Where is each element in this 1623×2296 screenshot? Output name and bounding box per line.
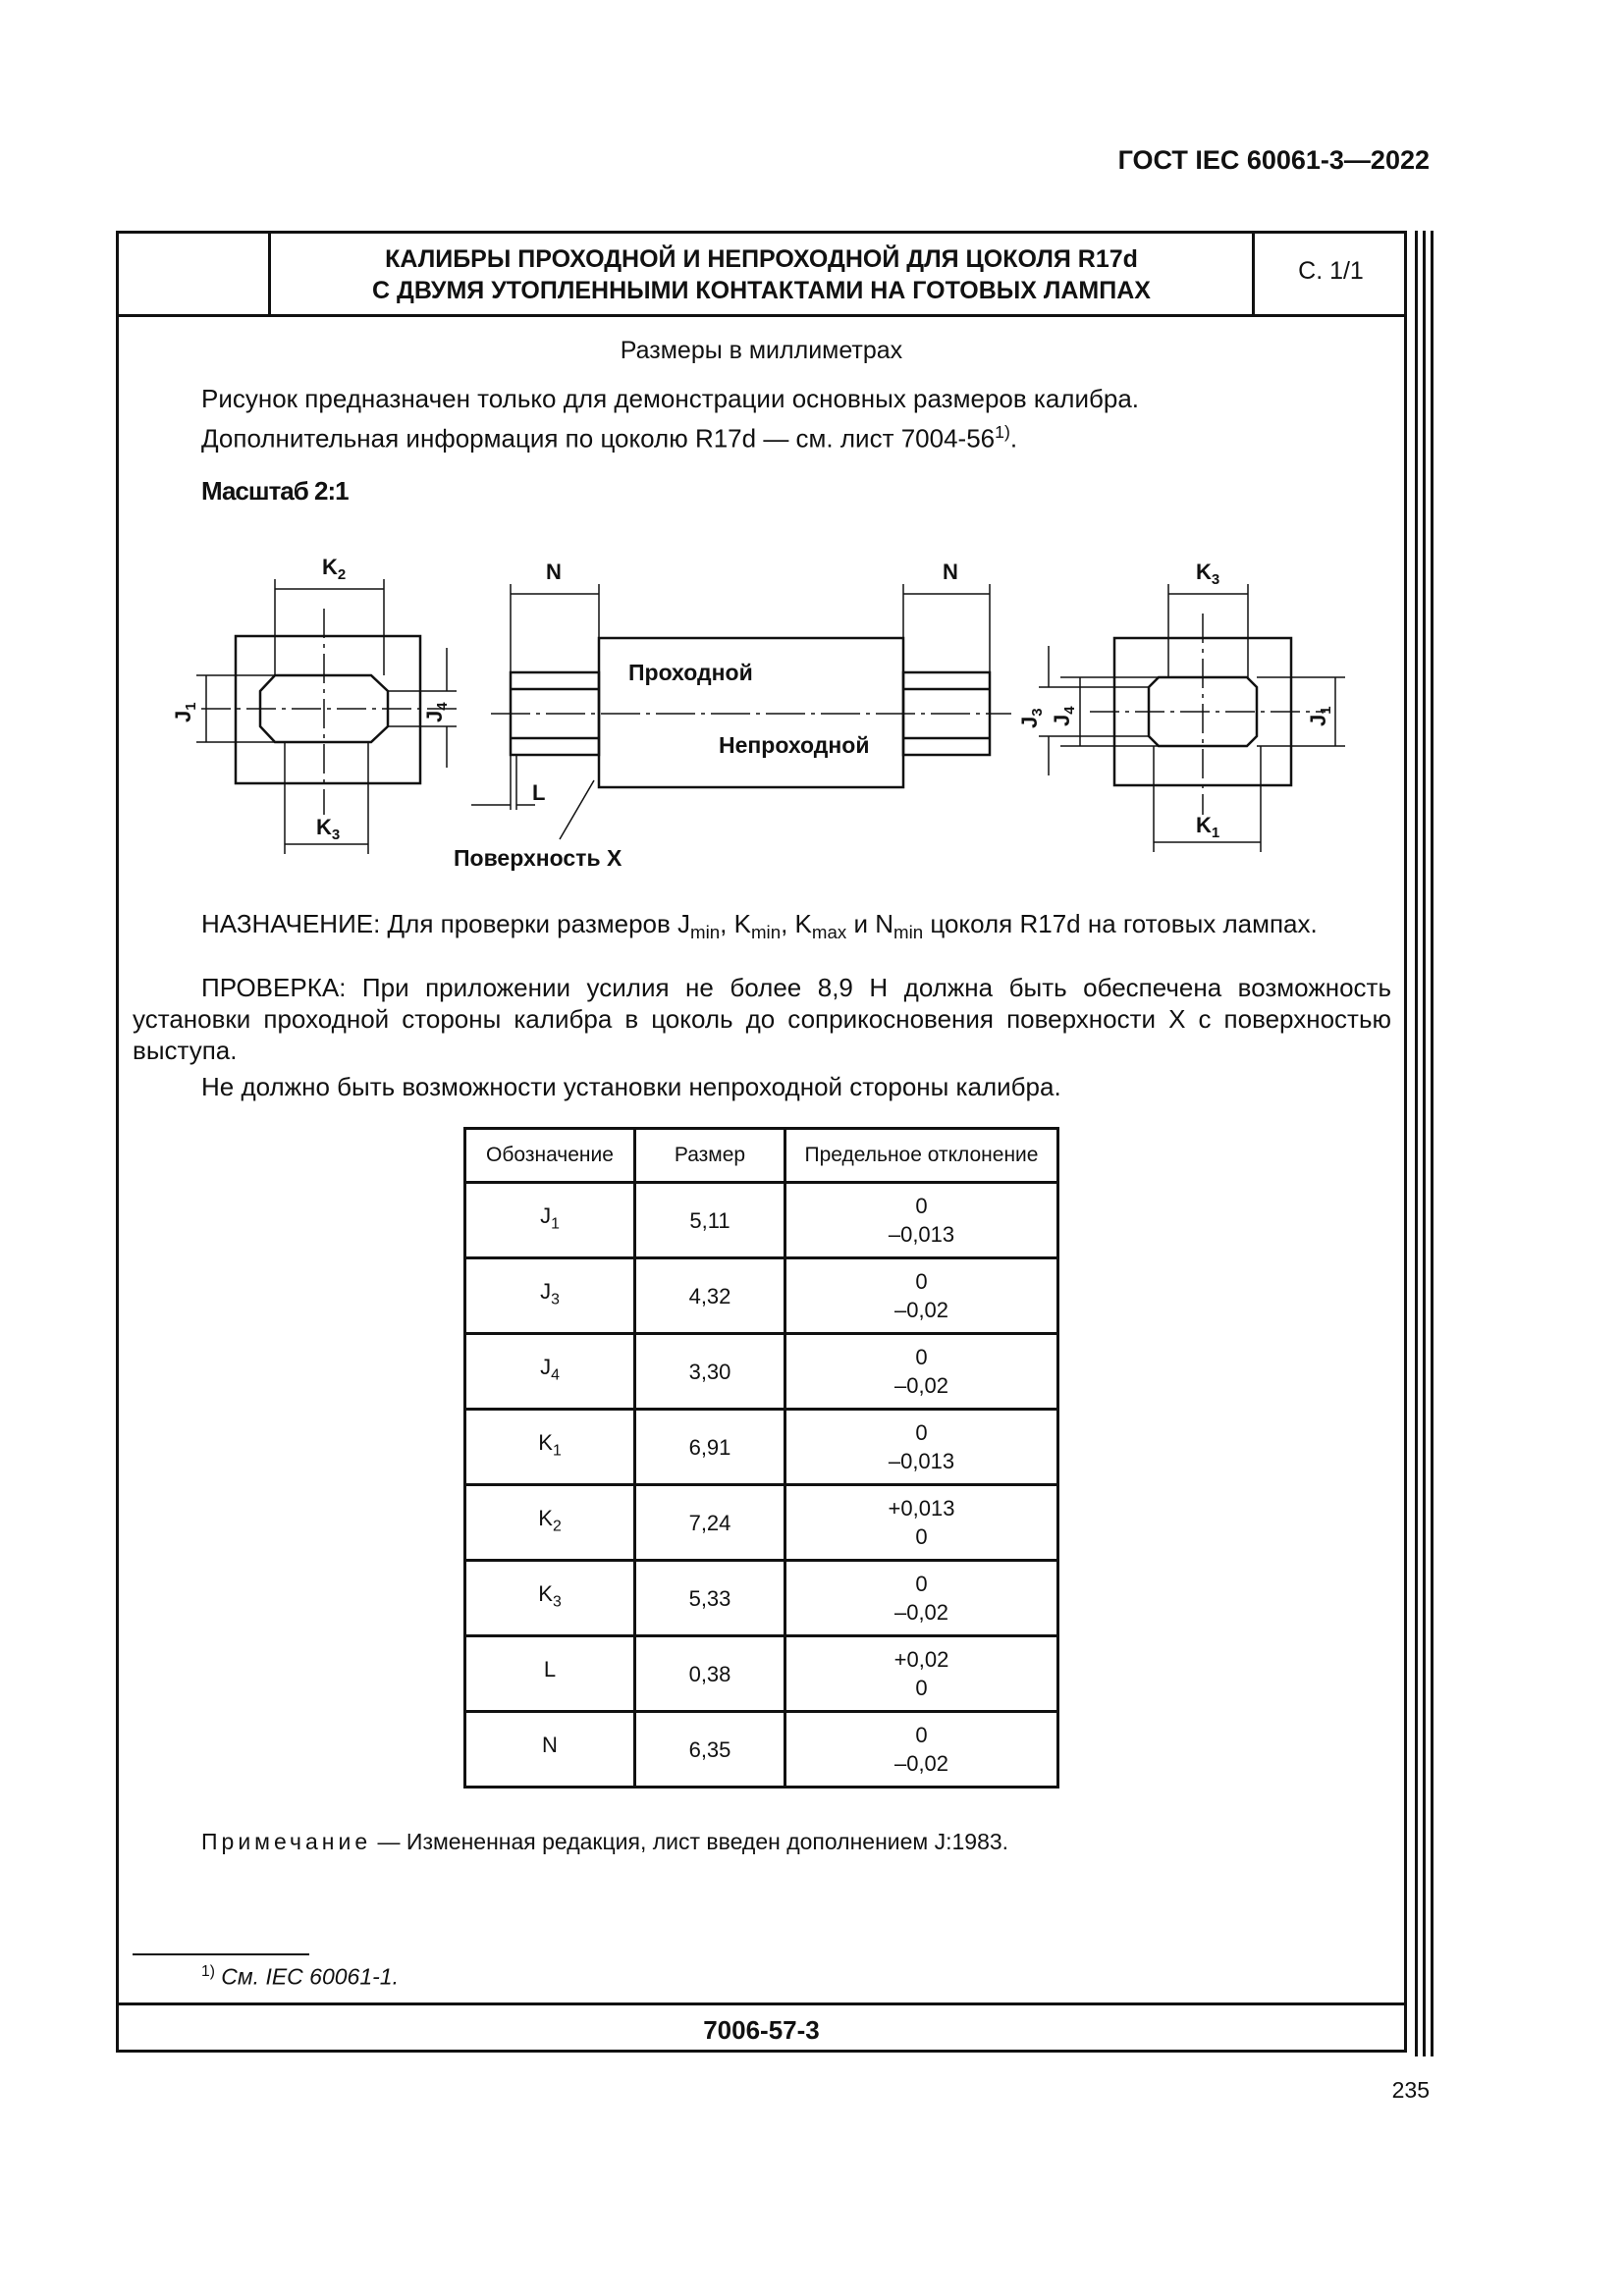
column-header: Предельное отклонение [785, 1129, 1058, 1183]
frame-rule [1431, 231, 1434, 2056]
symbol-cell: $K_3$ [465, 1561, 635, 1636]
tolerance-cell: 0 –0,02 [785, 1258, 1058, 1334]
dim-label-n-right: N [943, 560, 958, 584]
size-cell: 7,24 [635, 1485, 785, 1561]
tolerance-cell: +0,02 0 [785, 1636, 1058, 1712]
symbol-cell: L [465, 1636, 635, 1712]
footnote: $^{1)}$ См. IEC 60061-1. [201, 1963, 399, 1990]
table-header-row [465, 1129, 1058, 1183]
size-cell: 6,35 [635, 1712, 785, 1788]
tolerance-cell: 0 –0,013 [785, 1410, 1058, 1485]
purpose-text: НАЗНАЧЕНИЕ: Для проверки размеров $J_{min}$, $K_{min}$, $K_{max}$ и $N_{min}$ цоколя R17d на готовых лампах. [201, 909, 1318, 943]
size-cell: 6,91 [635, 1410, 785, 1485]
table-row [465, 1485, 1058, 1561]
nogo-text: Не должно быть возможности установки непроходной стороны калибра. [201, 1072, 1061, 1101]
dim-label-k2: $K_2$ [322, 555, 347, 583]
dim-label-n-left: N [546, 560, 562, 584]
standard-code: ГОСТ IEC 60061-3—2022 [1117, 145, 1430, 175]
dim-label-l: L [532, 780, 546, 805]
symbol-cell: $J_1$ [465, 1183, 635, 1258]
check-text: ПРОВЕРКА: При приложении усилия не более 8,9 Н должна быть обеспечена возможность установки проходной стороны калибра в цоколь до соприкосновения поверхности X с поверхностью выступа. [133, 973, 1391, 1065]
symbol-cell: N [465, 1712, 635, 1788]
page-number: 235 [1391, 2077, 1430, 2103]
nogo-label: Непроходной [719, 732, 870, 758]
column-header: Обозначение [465, 1129, 635, 1183]
footnote-ref: 1) [995, 422, 1010, 442]
dim-label-k1: $K_1$ [1196, 813, 1220, 841]
dimensions-table [463, 1127, 1059, 1789]
table-row [465, 1561, 1058, 1636]
dim-label-j4-left: $J_4$ [422, 702, 451, 722]
dimensions-note: Размеры в миллиметрах [620, 337, 903, 364]
size-cell: 5,11 [635, 1183, 785, 1258]
intro-text [201, 382, 1139, 455]
symbol-cell: $J_3$ [465, 1258, 635, 1334]
footer-rule [116, 2002, 1407, 2005]
dim-label-k3-right: $K_3$ [1196, 560, 1220, 588]
dim-label-j3: $J_3$ [1017, 708, 1046, 728]
dim-label-j1-right: $J_1$ [1306, 706, 1334, 726]
surface-x-label: Поверхность X [454, 845, 622, 871]
title-line-2: С ДВУМЯ УТОПЛЕННЫМИ КОНТАКТАМИ НА ГОТОВЫХ ЛАМПАХ [372, 277, 1151, 304]
tolerance-cell: 0 –0,013 [785, 1183, 1058, 1258]
frame-rule [1415, 231, 1418, 2056]
size-cell: 5,33 [635, 1561, 785, 1636]
table-row [465, 1183, 1058, 1258]
sheet-code: 7006-57-3 [703, 2015, 820, 2045]
title-line-1: КАЛИБРЫ ПРОХОДНОЙ И НЕПРОХОДНОЙ ДЛЯ ЦОКОЛЯ R17d [385, 245, 1138, 273]
sheet-number: С. 1/1 [1298, 257, 1364, 285]
table-row [465, 1636, 1058, 1712]
size-cell: 4,32 [635, 1258, 785, 1334]
note [201, 1829, 1008, 1855]
sheet-title [271, 243, 1252, 306]
frame-rule [1423, 231, 1426, 2056]
tolerance-cell: 0 –0,02 [785, 1334, 1058, 1410]
dim-label-j4-right: $J_4$ [1050, 706, 1078, 726]
symbol-cell: $K_2$ [465, 1485, 635, 1561]
gauge-drawing [147, 540, 1365, 874]
footnote-separator [133, 1953, 309, 1955]
intro-line-2: Дополнительная информация по цоколю R17d — см. лист 7004-56$^{1)}$. [201, 422, 1018, 454]
go-label: Проходной [628, 660, 753, 685]
symbol-cell: $J_4$ [465, 1334, 635, 1410]
intro-line-1: Рисунок предназначен только для демонстрации основных размеров калибра. [201, 384, 1140, 413]
table-row [465, 1410, 1058, 1485]
column-header: Размер [635, 1129, 785, 1183]
tolerance-cell: 0 –0,02 [785, 1561, 1058, 1636]
dim-label-k3-left: $K_3$ [316, 815, 341, 843]
note-text: — Измененная редакция, лист введен дополнением J:1983. [371, 1829, 1009, 1854]
size-cell: 3,30 [635, 1334, 785, 1410]
size-cell: 0,38 [635, 1636, 785, 1712]
scale-label: Масштаб 2:1 [201, 476, 349, 506]
left-outer-profile [236, 636, 420, 783]
table-row [465, 1712, 1058, 1788]
tolerance-cell: 0 –0,02 [785, 1712, 1058, 1788]
table-row [465, 1334, 1058, 1410]
table-row [465, 1258, 1058, 1334]
tolerance-cell: +0,013 0 [785, 1485, 1058, 1561]
dim-label-j1-left: $J_1$ [171, 702, 199, 722]
symbol-cell: $K_1$ [465, 1410, 635, 1485]
note-label: Примечание [201, 1829, 372, 1854]
